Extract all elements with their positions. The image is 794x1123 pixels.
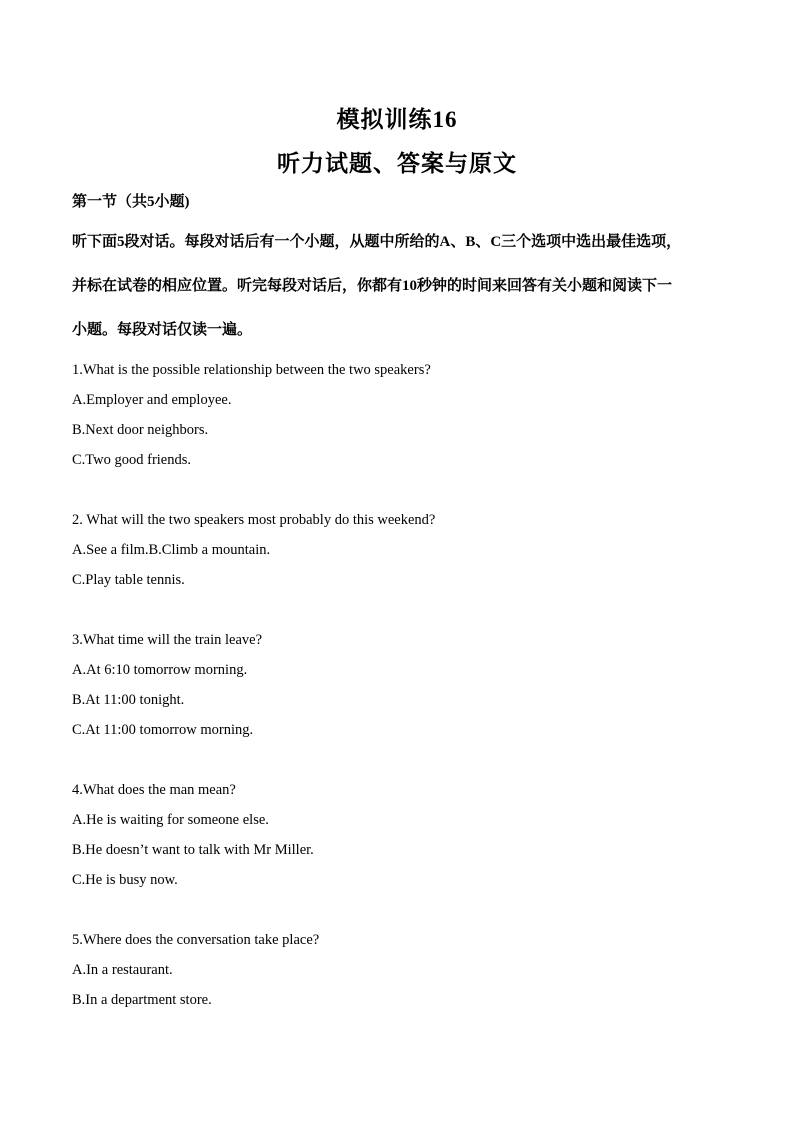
- option-a-b: A.See a film.B.Climb a mountain.: [72, 542, 271, 558]
- option-a: A.In a restaurant.: [72, 962, 173, 978]
- document-subtitle: 听力试题、答案与原文: [277, 151, 517, 176]
- question-3: [72, 628, 732, 748]
- question-stem: 1.What is the possible relationship between the two speakers?: [72, 362, 431, 378]
- instruction-line: 并标在试卷的相应位置。听完每段对话后，你都有10秒钟的时间来回答有关小题和阅读下一: [72, 278, 673, 294]
- option-b: B.In a department store.: [72, 992, 212, 1008]
- section-heading: 第一节（共5小题): [72, 194, 190, 210]
- option-a: A.Employer and employee.: [72, 392, 232, 408]
- question-list: [72, 358, 732, 1048]
- question-2: [72, 508, 732, 598]
- question-1: [72, 358, 732, 478]
- option-c: C.At 11:00 tomorrow morning.: [72, 722, 254, 738]
- document-title: 模拟训练16: [336, 107, 458, 132]
- question-4: [72, 778, 732, 898]
- instruction-line: 听下面5段对话。每段对话后有一个小题，从题中所给的A、B、C三个选项中选出最佳选项，: [72, 234, 682, 250]
- question-stem: 4.What does the man mean?: [72, 782, 236, 798]
- section-instructions: [72, 228, 732, 360]
- option-b: B.At 11:00 tonight.: [72, 692, 185, 708]
- option-b: B.He doesn’t want to talk with Mr Miller.: [72, 842, 314, 858]
- option-c: C.He is busy now.: [72, 872, 178, 888]
- question-stem: 5.Where does the conversation take place?: [72, 932, 320, 948]
- option-a: A.He is waiting for someone else.: [72, 812, 269, 828]
- question-stem: 2. What will the two speakers most probably do this weekend?: [72, 512, 436, 528]
- option-c: C.Two good friends.: [72, 452, 192, 468]
- option-a: A.At 6:10 tomorrow morning.: [72, 662, 248, 678]
- option-b: B.Next door neighbors.: [72, 422, 209, 438]
- question-stem: 3.What time will the train leave?: [72, 632, 263, 648]
- question-5: [72, 928, 732, 1018]
- instruction-line: 小题。每段对话仅读一遍。: [72, 322, 253, 338]
- option-c: C.Play table tennis.: [72, 572, 185, 588]
